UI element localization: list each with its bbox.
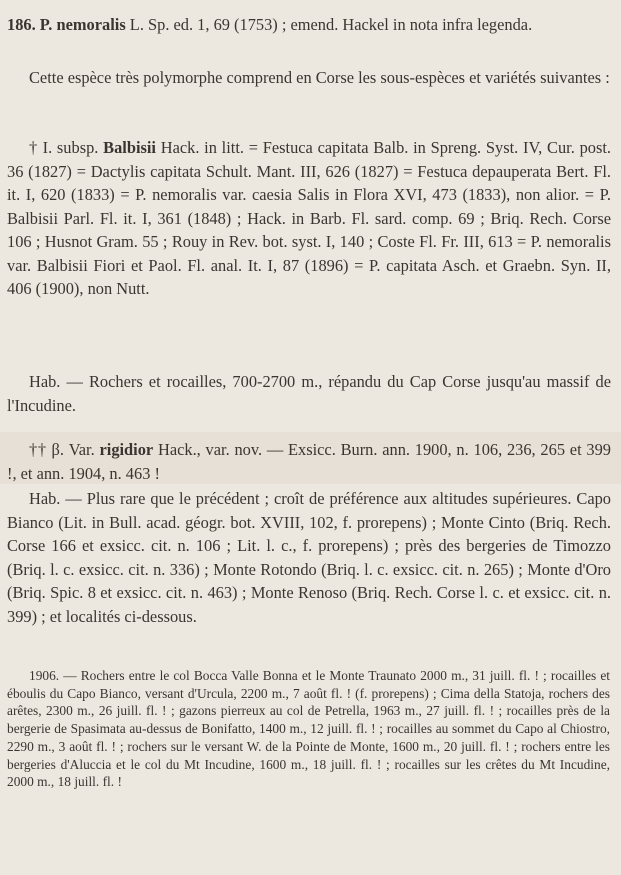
synonym-7: = P. capitata Asch. et Graebn. Syn. II, 406 (1900), non Nutt. — [7, 255, 611, 298]
synonym-2: = Dactylis capitata Schult. Mant. III, 626 (1827) — [76, 161, 399, 181]
synonym-5: = P. Balbisii Parl. Fl. it. I, 361 (1848) ; Hack. in Barb. Fl. sard. comp. 69 ; Briq. Rech. Corse 106 ; Husnot Gram. 55 ; Rouy in Rev. bot. syst. I, 140 ; Coste Fl. Fr. III, 613 — [7, 185, 611, 251]
species-entry — [0, 13, 621, 37]
synonym-1: = Festuca capitata Balb. in Spreng. Syst. IV, Cur. post. 36 (1827) — [7, 138, 611, 181]
synonym-4: = P. nemoralis var. caesia Salis in Flora XVI, 473 (1833), non alior. — [120, 185, 580, 204]
localities-1906: 1906. — Rochers entre le col Bocca Valle Bonna et le Monte Traunato 2000 m., 31 juill. fl. ! ; rocailles et éboulis du Capo Bianco, versant d'Urcula, 2200 m., 7 août fl. ! (f. prorepens) ; Cima della Statoja, rochers des arêtes, 2300 m., 26 juill. fl. ! ; gazons pierreux au col de Petrella, 1963 m., 27 juill. fl. ! ; rocailles près de la bergerie de Spasimata au-dessus de Bonifatto, 1400 m., 12 juill. fl. ! ; rocailles au sommet du Capo al Chiostro, 2290 m., 3 août fl. ! ; rochers sur le versant W. de la Pointe de Monte, 1600 m., 20 juill. fl. ! ; rochers entre les bergeries d'Aluccia et le col du Mt Incudine, 1600 m., 18 juill. fl. ! ; rocailles sur les crêtes du Mt Incudine, 2000 m., 18 juill. fl. ! — [7, 668, 610, 790]
species-number: 186. — [7, 15, 36, 34]
subsp-balbisii-paragraph — [0, 136, 621, 301]
subsp-name: Balbisii — [103, 138, 156, 157]
var-author: Hack., var. nov. — Exsicc. Burn. ann. 1900, n. 106, 236, 265 et 399 !, et ann. 1904, n. 463 ! — [7, 440, 611, 483]
species-intro: Cette espèce très polymorphe comprend en Corse les sous-espèces et variétés suivantes : — [29, 68, 610, 87]
subsp-marker: † I. subsp. — [29, 138, 99, 157]
subsp-habitat: Hab. — Rochers et rocailles, 700-2700 m., répandu du Cap Corse jusqu'au massif de l'Incudine. — [7, 372, 611, 415]
var-rigidior-paragraph — [0, 438, 621, 485]
var-marker: †† β. Var. — [29, 440, 95, 459]
var-habitat: Hab. — Plus rare que le précédent ; croît de préférence aux altitudes supérieures. Capo Bianco (Lit. in Bull. acad. géogr. bot. XVIII, 102, f. prorepens) ; Monte Cinto (Briq. Rech. Corse 166 et exsicc. cit. n. 106 ; Lit. l. c., f. prorepens) ; près des bergeries de Timozzo (Briq. l. c. exsicc. cit. n. 336) ; Monte Rotondo (Briq. l. c. exsicc. cit. n. 265) ; Monte d'Oro (Briq. Spic. 8 et exsicc. cit. n. 463) ; Monte Renoso (Briq. Rech. Corse l. c. et exsicc. cit. n. 399) ; et localités ci-dessous. — [7, 489, 611, 626]
subsp-author: Hack. in litt. — [155, 138, 244, 157]
synonym-6: = P. nemoralis var. Balbisii Fiori et Paol. Fl. anal. It. I, 87 (1896) — [7, 232, 611, 275]
species-name: P. nemoralis — [39, 15, 126, 34]
var-name: rigidior — [99, 440, 154, 459]
species-citation: L. Sp. ed. 1, 69 (1753) ; emend. Hackel in nota infra legenda. — [125, 15, 533, 34]
synonym-3: = Festuca depauperata Bert. Fl. it. I, 620 (1833) — [7, 161, 611, 204]
